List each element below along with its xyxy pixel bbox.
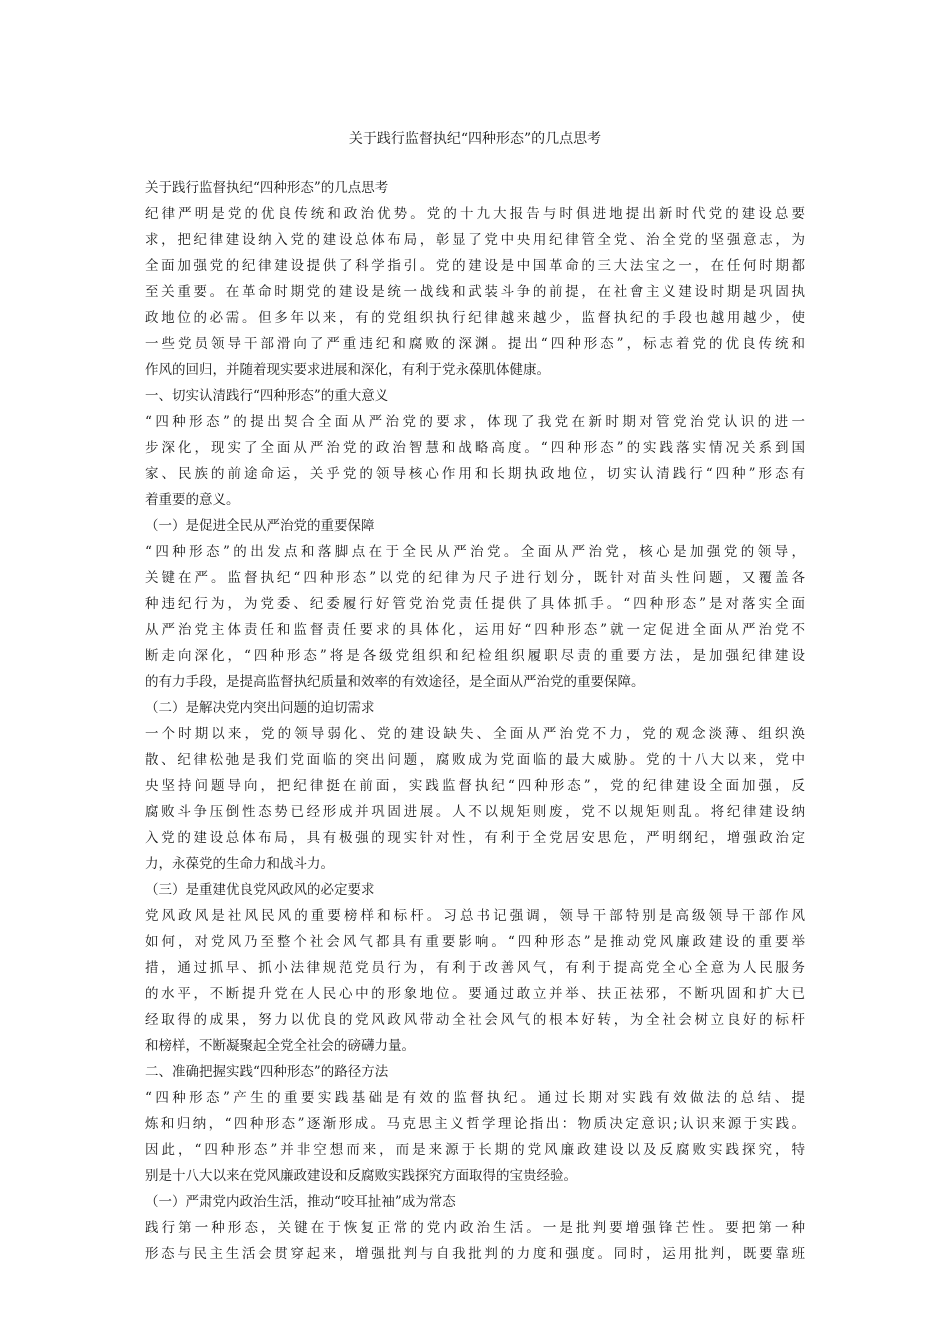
text-line: 着重要的意义。 (145, 492, 240, 508)
text-line: （三）是重建优良党风政风的必定要求 (145, 882, 375, 898)
text-line: 步深化，现实了全面从严治党的政治智慧和战略高度。“四种形态”的实践落实情况关系到国 (145, 440, 805, 456)
text-line: 关键在严。监督执纪“四种形态”以党的纪律为尺子进行划分，既针对苗头性问题，又覆盖各 (145, 570, 805, 586)
text-line: 的有力手段，是提高监督执纪质量和效率的有效途径，是全面从严治党的重要保障。 (145, 674, 645, 690)
text-line: 措，通过抓早、抓小法律规范党员行为，有利于改善风气，有利于提高党全心全意为人民服务 (145, 960, 805, 976)
text-line: 力，永葆党的生命力和战斗力。 (145, 856, 334, 872)
page-title: 关于践行监督执纪“四种形态”的几点思考 (348, 131, 602, 147)
text-line: 党风政风是社风民风的重要榜样和标杆。习总书记强调，领导干部特别是高级领导干部作风 (145, 908, 805, 924)
text-line: 一个时期以来，党的领导弱化、党的建设缺失、全面从严治党不力，党的观念淡薄、组织涣 (145, 726, 805, 742)
text-line: （二）是解决党内突出问题的迫切需求 (145, 700, 375, 716)
text-line: 经取得的成果，努力以优良的党风政风带动全社会风气的根本好转，为全社会树立良好的标杆 (145, 1012, 805, 1028)
text-line: 作风的回归，并随着现实要求进展和深化，有利于党永葆肌体健康。 (145, 362, 550, 378)
text-line: “四种形态”的出发点和落脚点在于全民从严治党。全面从严治党，核心是加强党的领导， (145, 544, 805, 560)
text-line: 别是十八大以来在党风廉政建设和反腐败实践探究方面取得的宝贵经验。 (145, 1168, 577, 1184)
text-line: 和榜样，不断凝聚起全党全社会的磅礴力量。 (145, 1038, 415, 1054)
text-line: 的水平，不断提升党在人民心中的形象地位。要通过敢立并举、扶正祛邪，不断巩固和扩大已 (145, 986, 805, 1002)
text-line: 从严治党主体责任和监督责任要求的具体化，运用好“四种形态”就一定促进全面从严治党不 (145, 622, 805, 638)
text-line: 断走向深化，“四种形态”将是各级党组织和纪检组织履职尽责的重要方法，是加强纪律建设 (145, 648, 805, 664)
text-line: 散、纪律松弛是我们党面临的突出问题，腐败成为党面临的最大威胁。党的十八大以来，党中 (145, 752, 805, 768)
text-line: 一些党员领导干部滑向了严重违纪和腐败的深渊。提出“四种形态”，标志着党的优良传统和 (145, 336, 805, 352)
text-line: 炼和归纳，“四种形态”逐渐形成。马克思主义哲学理论指出：物质决定意识;认识来源于实践。 (145, 1116, 805, 1132)
text-line: 一、切实认清践行“四种形态”的重大意义 (145, 388, 389, 404)
text-line: （一）是促进全民从严治党的重要保障 (145, 518, 375, 534)
document-body (145, 177, 805, 1269)
text-line: 践行第一种形态，关键在于恢复正常的党内政治生活。一是批判要增强锋芒性。要把第一种 (145, 1220, 805, 1236)
text-line: “四种形态”的提出契合全面从严治党的要求，体现了我党在新时期对管党治党认识的进一 (145, 414, 805, 430)
text-line: 央坚持问题导向，把纪律挺在前面，实践监督执纪“四种形态”，党的纪律建设全面加强，反 (145, 778, 805, 794)
text-line: 如何，对党风乃至整个社会风气都具有重要影响。“四种形态”是推动党风廉政建设的重要举 (145, 934, 805, 950)
text-line: 种违纪行为，为党委、纪委履行好管党治党责任提供了具体抓手。“四种形态”是对落实全面 (145, 596, 805, 612)
text-line: （一）严肃党内政治生活，推动“咬耳扯袖”成为常态 (145, 1194, 456, 1210)
text-line: 关于践行监督执纪“四种形态”的几点思考 (145, 180, 389, 196)
text-line: 至关重要。在革命时期党的建设是统一战线和武装斗争的前提，在社會主义建设时期是巩固执 (145, 284, 805, 300)
text-line: 形态与民主生活会贯穿起来，增强批判与自我批判的力度和强度。同时，运用批判，既要靠班 (145, 1246, 805, 1262)
text-line: 二、准确把握实践“四种形态”的路径方法 (145, 1064, 389, 1080)
text-line: 纪律严明是党的优良传统和政治优势。党的十九大报告与时俱进地提出新时代党的建设总要 (145, 206, 805, 222)
text-line: 家、民族的前途命运，关乎党的领导核心作用和长期执政地位，切实认清践行“四种”形态有 (145, 466, 805, 482)
text-line: “四种形态”产生的重要实践基础是有效的监督执纪。通过长期对实践有效做法的总结、提 (145, 1090, 805, 1106)
text-line: 政地位的必需。但多年以来，有的党组织执行纪律越来越少，监督执纪的手段也越用越少，使 (145, 310, 805, 326)
text-line: 入党的建设总体布局，具有极强的现实针对性，有利于全党居安思危，严明纲纪，增强政治定 (145, 830, 805, 846)
text-line: 求，把纪律建设纳入党的建设总体布局，彰显了党中央用纪律管全党、治全党的坚强意志，为 (145, 232, 805, 248)
text-line: 全面加强党的纪律建设提供了科学指引。党的建设是中国革命的三大法宝之一，在任何时期都 (145, 258, 805, 274)
text-line: 因此，“四种形态”并非空想而来，而是来源于长期的党风廉政建设以及反腐败实践探究，特 (145, 1142, 805, 1158)
text-line: 腐败斗争压倒性态势已经形成并巩固进展。人不以规矩则废，党不以规矩则乱。将纪律建设纳 (145, 804, 805, 820)
